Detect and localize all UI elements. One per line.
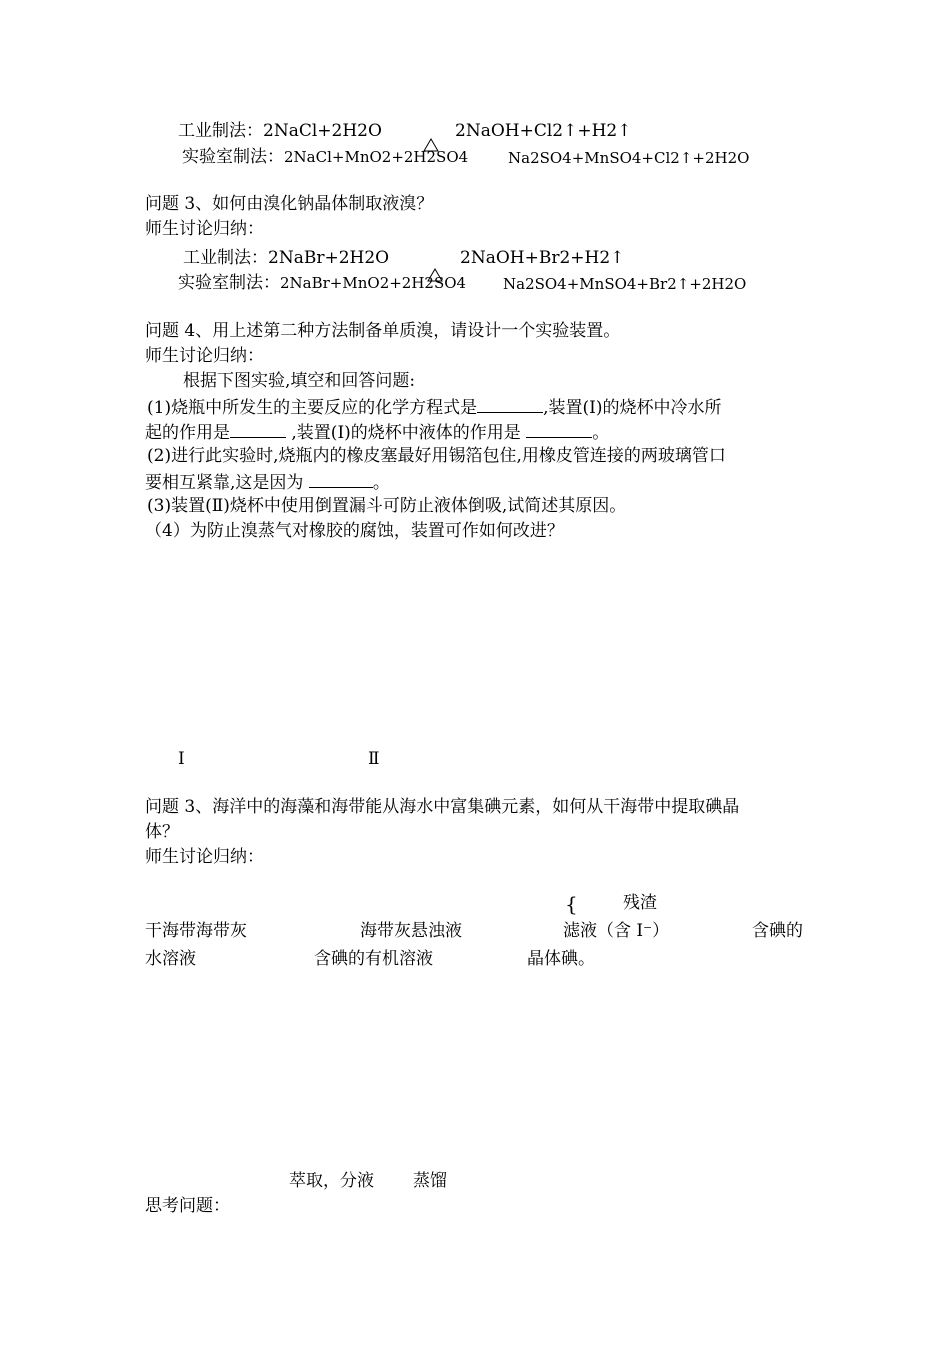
q4-part3: (3)装置(Ⅱ)烧杯中使用倒置漏斗可防止液体倒吸,试简述其原因。 [147, 496, 627, 516]
operation-distillation: 蒸馏 [413, 1171, 447, 1191]
residue-label: 残渣 [623, 893, 657, 913]
q4-part1-line2 [145, 420, 609, 444]
q4-discuss: 师生讨论归纳： [145, 346, 264, 366]
left-brace-icon: { [565, 892, 578, 916]
cl2-lab-products: Na2SO4+MnSO4+Cl2↑+2H2O [508, 149, 750, 167]
think-questions-heading: 思考问题： [145, 1196, 230, 1216]
lab-label: 实验室制法： [178, 273, 280, 293]
flow-step-iodine-aqueous-b: 水溶液 [145, 949, 196, 969]
q4-part2-line2 [145, 470, 390, 494]
br2-lab-products: Na2SO4+MnSO4+Br2↑+2H2O [503, 275, 747, 293]
flow-step-organic-solution: 含碘的有机溶液 [314, 949, 433, 969]
industrial-label: 工业制法： [183, 248, 268, 268]
q3b-title-line1: 问题 3、海洋中的海藻和海带能从海水中富集碘元素，如何从干海带中提取碘晶 [145, 797, 740, 817]
apparatus-label-2: Ⅱ [368, 749, 380, 769]
q4-title: 问题 4、用上述第二种方法制备单质溴，请设计一个实验装置。 [145, 321, 621, 341]
flow-step-iodine-aqueous-a: 含碘的 [752, 921, 803, 941]
q4-part1-text-b: ,装置(Ⅰ)的烧杯中冷水所 [543, 398, 722, 418]
apparatus-label-1: Ⅰ [178, 749, 185, 769]
q4-part1-line1 [147, 395, 721, 419]
q3a-discuss: 师生讨论归纳： [145, 219, 264, 239]
q4-part2-text-c: 。 [372, 473, 390, 493]
operation-extraction: 萃取，分液 [289, 1171, 374, 1191]
q4-part4: （4）为防止溴蒸气对橡胶的腐蚀，装置可作如何改进？ [145, 521, 564, 541]
q4-part1-text-d: ,装置(Ⅰ)的烧杯中液体的作用是 [286, 423, 527, 443]
cl2-industrial-reactants: 2NaCl+2H2O [263, 121, 382, 141]
br2-lab-line [178, 272, 466, 294]
answer-blank-1[interactable] [477, 395, 543, 413]
br2-lab-reactants: 2NaBr+MnO2+2H2SO4 [280, 274, 467, 292]
q4-part2-line1: (2)进行此实验时,烧瓶内的橡皮塞最好用锡箔包住,用橡皮管连接的两玻璃管口 [147, 446, 726, 466]
br2-industrial-products: 2NaOH+Br2+H2↑ [460, 248, 625, 268]
q4-part2-text-b: 要相互紧靠,这是因为 [145, 473, 309, 493]
q3a-title: 问题 3、如何由溴化钠晶体制取液溴？ [145, 194, 434, 214]
br2-industrial-line [183, 247, 389, 269]
answer-blank-3[interactable] [526, 420, 592, 438]
industrial-label: 工业制法： [178, 121, 263, 141]
cl2-lab-line [182, 146, 468, 168]
q4-intro: 根据下图实验,填空和回答问题: [183, 371, 416, 391]
flow-step-ash-suspension: 海带灰悬浊液 [360, 921, 462, 941]
q4-part1-text-a: (1)烧瓶中所发生的主要反应的化学方程式是 [147, 398, 478, 418]
cl2-industrial-products: 2NaOH+Cl2↑+H2↑ [455, 121, 632, 141]
cl2-industrial-line [178, 120, 382, 142]
lab-label: 实验室制法： [182, 147, 284, 167]
answer-blank-2[interactable] [230, 420, 286, 438]
q4-part1-text-c: 起的作用是 [145, 423, 230, 443]
q3b-discuss: 师生讨论归纳： [145, 847, 264, 867]
flow-step-filtrate: 滤液（含 I⁻） [563, 921, 670, 941]
cl2-lab-reactants: 2NaCl+MnO2+2H2SO4 [284, 148, 469, 166]
answer-blank-4[interactable] [309, 470, 373, 488]
q4-part1-text-e: 。 [592, 423, 610, 443]
br2-industrial-reactants: 2NaBr+2H2O [268, 248, 390, 268]
flow-step-dried-kelp: 干海带海带灰 [145, 921, 247, 941]
q3b-title-line2: 体？ [145, 822, 179, 842]
flow-step-iodine-crystal: 晶体碘。 [527, 949, 595, 969]
